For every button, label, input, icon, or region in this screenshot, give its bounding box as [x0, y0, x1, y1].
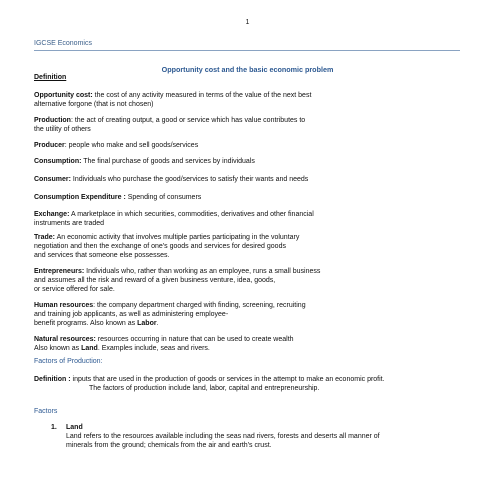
definition-heading: Definition	[34, 74, 67, 81]
entry-natural-resources: Natural resources: resources occurring in nature that can be used to create wealth Also known as Land. Examples include, seas and rivers.	[34, 336, 294, 352]
entry-consumption-expenditure: Consumption Expenditure : Spending of consumers	[34, 194, 202, 201]
entry-consumption: Consumption: The final purchase of goods and services by individuals	[34, 158, 255, 165]
page-title: Opportunity cost and the basic economic problem	[161, 65, 334, 74]
fop-definition-line2: The factors of production include land, labor, capital and entrepreneurship.	[89, 385, 320, 392]
entry-production: Production: the act of creating output, a good or service which has value contributes to the utility of others	[34, 117, 306, 133]
page-number: 1	[245, 19, 250, 26]
fop-definition: Definition : inputs that are used in the production of goods or services in the attempt to make an economic profit.	[34, 376, 385, 383]
factors-of-production-heading: Factors of Production:	[34, 358, 103, 365]
entry-entrepreneurs: Entrepreneurs: Individuals who, rather than working as an employee, runs a small business and assumes all the risk and reward of a given business venture, idea, goods, or service offered for sale.	[34, 268, 321, 293]
entry-exchange: Exchange: A marketplace in which securities, commodities, derivatives and other financial instruments are traded	[34, 211, 314, 227]
header-rule	[34, 50, 460, 51]
entry-trade: Trade: An economic activity that involves multiple parties participating in the voluntary negotiation and then the exchange of one's goods and services for desired goods and services that someone else possesses.	[34, 234, 300, 259]
factor-description: Land refers to the resources available including the seas nad rivers, forests and deserts all manner of minerals from the ground; chemicals from the air and earth's crust.	[66, 433, 380, 449]
factor-name: Land	[66, 424, 83, 431]
factors-heading: Factors	[34, 408, 58, 415]
entry-consumer: Consumer: Individuals who purchase the good/services to satisfy their wants and needs	[34, 176, 309, 183]
entry-producer: Producer: people who make and sell goods/services	[34, 142, 199, 149]
entry-opportunity-cost: Opportunity cost: the cost of any activity measured in terms of the value of the next best alternative forgone (that is not chosen)	[34, 92, 312, 108]
entry-human-resources: Human resources: the company department charged with finding, screening, recruiting and training job applicants, as well as administering employee- benefit programs. Also known as Labor.	[34, 302, 306, 327]
document-header: IGCSE Economics	[34, 40, 92, 47]
factor-number: 1.	[51, 424, 57, 431]
